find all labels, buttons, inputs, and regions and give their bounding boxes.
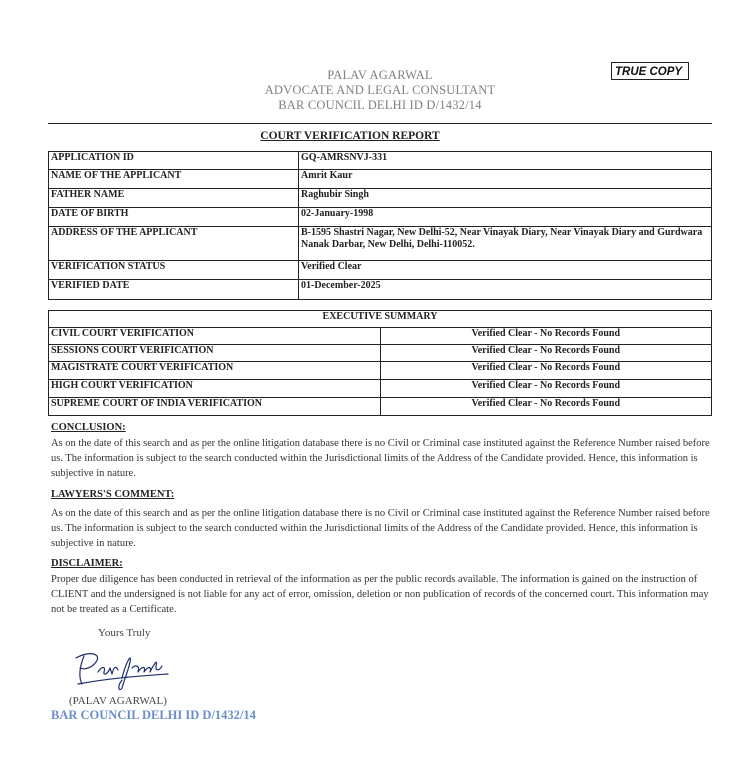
table-row <box>49 208 712 227</box>
table-row <box>49 189 712 208</box>
row-label: ADDRESS OF THE APPLICANT <box>49 227 299 261</box>
applicant-details-table <box>48 151 712 300</box>
row-value: GQ-AMRSNVJ-331 <box>299 152 712 170</box>
table-row <box>49 345 712 362</box>
advocate-name: PALAV AGARWAL <box>327 68 433 82</box>
row-value: 02-January-1998 <box>299 208 712 227</box>
row-value: Verified Clear <box>299 261 712 280</box>
disclaimer-heading: DISCLAIMER: <box>51 558 123 569</box>
table-row <box>49 261 712 280</box>
table-row <box>49 152 712 170</box>
table-header-row <box>49 311 712 328</box>
lawyer-comment-heading: LAWYERS'S COMMENT: <box>51 489 175 500</box>
disclaimer-text: Proper due diligence has been conducted in retrieval of the information as per the public records available. The information is gained on the instruction of CLIENT and the undersigned is not liable for any act of error, omission, deletion or non publication of records of the concerned court. This information may not be treated as a Certificate. <box>51 574 709 615</box>
conclusion-heading: CONCLUSION: <box>51 422 126 433</box>
row-value: 01-December-2025 <box>299 280 712 300</box>
row-label: VERIFICATION STATUS <box>49 261 299 280</box>
table-row <box>49 280 712 300</box>
row-label: NAME OF THE APPLICANT <box>49 170 299 189</box>
header-divider <box>48 123 712 124</box>
row-value: Verified Clear - No Records Found <box>380 345 712 362</box>
closing-salutation: Yours Truly <box>98 627 151 639</box>
advocate-title: ADVOCATE AND LEGAL CONSULTANT <box>264 83 496 97</box>
row-value: Amrit Kaur <box>299 170 712 189</box>
row-label: SUPREME COURT OF INDIA VERIFICATION <box>49 398 381 416</box>
conclusion-text: As on the date of this search and as per the online litigation database there is no Civil or Criminal case instituted against the Reference Number raised before us. The information is subject to the search conducted within the Jurisdictional limits of the Address of the Candidate provided. Hence, this information is subjective in nature. <box>51 438 710 479</box>
table-row <box>49 380 712 398</box>
row-label: CIVIL COURT VERIFICATION <box>49 328 381 345</box>
row-label: DATE OF BIRTH <box>49 208 299 227</box>
handwritten-signature <box>70 644 180 694</box>
table-row <box>49 227 712 261</box>
row-value: Verified Clear - No Records Found <box>380 328 712 345</box>
executive-summary-table <box>48 310 712 416</box>
signatory-bar-council-id: BAR COUNCIL DELHI ID D/1432/14 <box>51 708 256 722</box>
row-label: HIGH COURT VERIFICATION <box>49 380 381 398</box>
summary-heading: EXECUTIVE SUMMARY <box>49 311 712 328</box>
row-value: Verified Clear - No Records Found <box>380 362 712 380</box>
row-label: APPLICATION ID <box>49 152 299 170</box>
row-label: VERIFIED DATE <box>49 280 299 300</box>
bar-council-id: BAR COUNCIL DELHI ID D/1432/14 <box>278 98 482 112</box>
table-row <box>49 362 712 380</box>
report-title: COURT VERIFICATION REPORT <box>260 130 440 142</box>
row-value: Verified Clear - No Records Found <box>380 380 712 398</box>
row-label: SESSIONS COURT VERIFICATION <box>49 345 381 362</box>
table-row <box>49 170 712 189</box>
true-copy-stamp: TRUE COPY <box>611 62 689 80</box>
row-label: MAGISTRATE COURT VERIFICATION <box>49 362 381 380</box>
row-value: B-1595 Shastri Nagar, New Delhi-52, Near Vinayak Diary, Near Vinayak Diary and Gurdwara Nanak Darbar, New Delhi, Delhi-110052. <box>299 227 712 261</box>
lawyer-comment-text: As on the date of this search and as per the online litigation database there is no Civil or Criminal case instituted against the Reference Number raised before us. The information is subject to the search conducted within the Jurisdictional limits of the Address of the Candidate provided. Hence, this information is subjective in nature. <box>51 508 710 549</box>
row-value: Raghubir Singh <box>299 189 712 208</box>
table-row <box>49 328 712 345</box>
row-label: FATHER NAME <box>49 189 299 208</box>
table-row <box>49 398 712 416</box>
row-value: Verified Clear - No Records Found <box>380 398 712 416</box>
signatory-name: (PALAV AGARWAL) <box>69 695 167 707</box>
